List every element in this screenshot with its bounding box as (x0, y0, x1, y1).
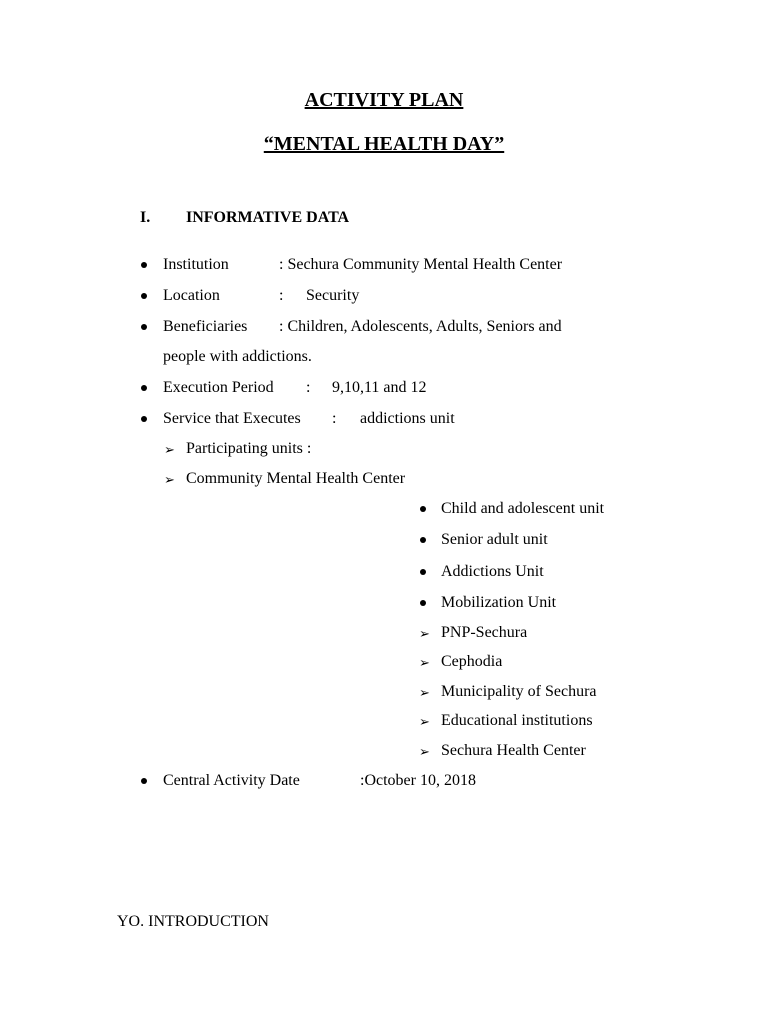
bullet-icon (141, 262, 147, 268)
unit-item: Sechura Health Center (441, 742, 586, 759)
central-date-value: :October 10, 2018 (360, 772, 476, 789)
institution-label: Institution (163, 256, 229, 273)
arrow-bullet-icon: ➢ (419, 714, 430, 729)
bullet-icon (141, 416, 147, 422)
beneficiaries-value: : Children, Adolescents, Adults, Seniors and (279, 318, 562, 335)
unit-item: Senior adult unit (441, 531, 548, 548)
beneficiaries-label: Beneficiaries (163, 318, 248, 335)
institution-value: : Sechura Community Mental Health Center (279, 256, 563, 273)
bullet-icon (420, 569, 426, 575)
location-value: Security (306, 287, 360, 304)
bullet-icon (420, 506, 426, 512)
unit-item: Child and adolescent unit (441, 500, 605, 517)
unit-item: Addictions Unit (441, 563, 544, 580)
introduction-heading: YO. INTRODUCTION (117, 913, 269, 930)
bullet-icon (420, 600, 426, 606)
section-heading: INFORMATIVE DATA (186, 209, 350, 226)
service-separator: : (332, 410, 337, 427)
execution-period-separator: : (306, 379, 311, 396)
community-center: Community Mental Health Center (186, 470, 406, 487)
participating-units: Participating units : (186, 440, 312, 457)
bullet-icon (141, 293, 147, 299)
unit-item: Municipality of Sechura (441, 683, 597, 700)
service-label: Service that Executes (163, 410, 301, 427)
section-number: I. (140, 209, 151, 226)
unit-item: Educational institutions (441, 712, 593, 729)
bullet-icon (420, 537, 426, 543)
document-subtitle: “MENTAL HEALTH DAY” (263, 133, 505, 155)
bullet-icon (141, 778, 147, 784)
bullet-icon (141, 385, 147, 391)
bullet-icon (141, 324, 147, 330)
service-value: addictions unit (360, 410, 455, 427)
beneficiaries-value-continued: people with addictions. (163, 348, 312, 365)
document-title: ACTIVITY PLAN (304, 89, 464, 111)
arrow-bullet-icon: ➢ (164, 442, 175, 457)
arrow-bullet-icon: ➢ (419, 626, 430, 641)
unit-item: Mobilization Unit (441, 594, 557, 611)
central-date-label: Central Activity Date (163, 772, 300, 789)
unit-item: PNP-Sechura (441, 624, 528, 641)
execution-period-label: Execution Period (163, 379, 274, 396)
arrow-bullet-icon: ➢ (419, 744, 430, 759)
unit-item: Cephodia (441, 653, 503, 670)
execution-period-value: 9,10,11 and 12 (332, 379, 427, 396)
arrow-bullet-icon: ➢ (164, 472, 175, 487)
arrow-bullet-icon: ➢ (419, 655, 430, 670)
location-label: Location (163, 287, 220, 304)
arrow-bullet-icon: ➢ (419, 685, 430, 700)
location-separator: : (279, 287, 284, 304)
